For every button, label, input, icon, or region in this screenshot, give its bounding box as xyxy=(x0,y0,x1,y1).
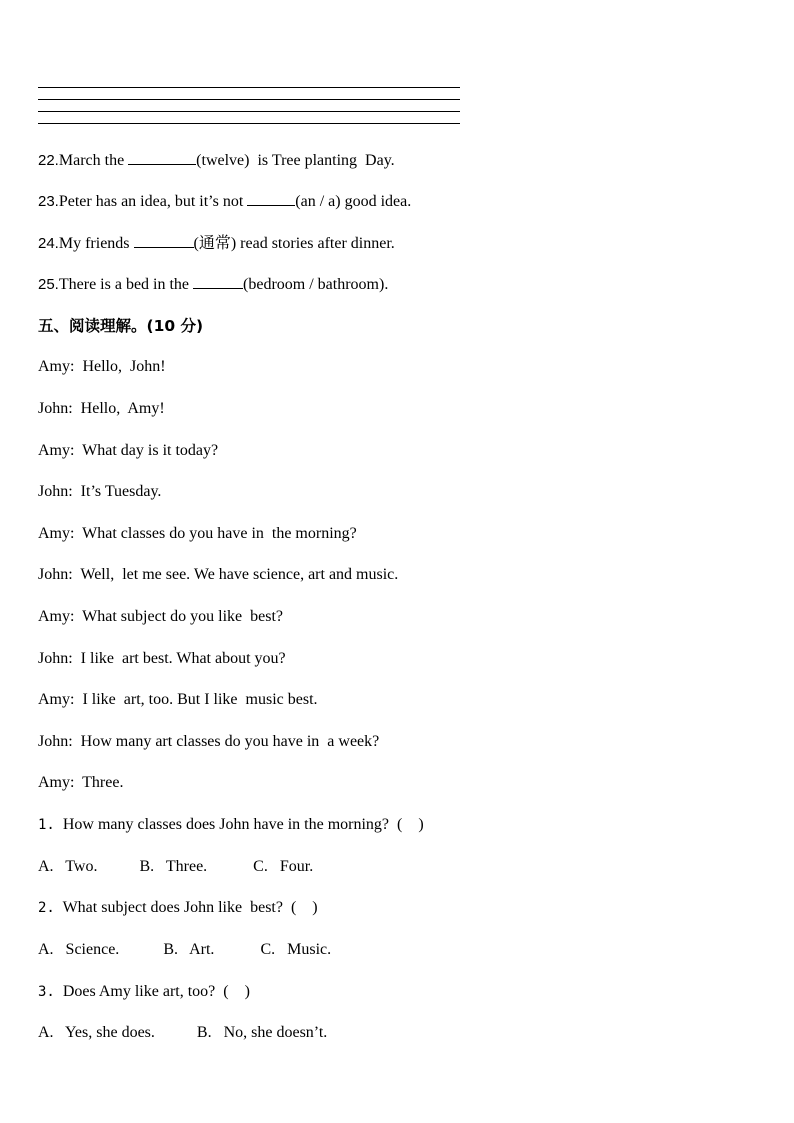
question-2 xyxy=(38,898,318,918)
fill-in-item-25 xyxy=(38,274,388,295)
option-a[interactable]: A. Yes, she does. xyxy=(38,1024,155,1041)
answer-line xyxy=(38,99,460,100)
section-heading: 五、阅读理解。(10 分) xyxy=(38,317,204,335)
item-number: 23. xyxy=(38,193,59,210)
question-2-options xyxy=(38,940,331,960)
fill-in-item-24 xyxy=(38,233,395,254)
dialogue-line: Amy: Three. xyxy=(38,774,124,791)
fill-in-item-22 xyxy=(38,150,395,171)
dialogue-line: Amy: What classes do you have in the morning? xyxy=(38,525,357,542)
dialogue-line: Amy: Hello, John! xyxy=(38,358,166,375)
answer-line xyxy=(38,111,460,112)
dialogue-line: Amy: What day is it today? xyxy=(38,442,219,459)
item-number: 24. xyxy=(38,235,59,252)
fill-in-item-23 xyxy=(38,191,411,212)
question-number: 3. xyxy=(38,984,55,1000)
option-a[interactable]: A. Science. xyxy=(38,941,120,958)
item-text-before: Peter has an idea, but it’s not xyxy=(58,193,248,210)
answer-line xyxy=(38,123,460,124)
option-c[interactable]: C. Music. xyxy=(260,941,332,958)
option-b[interactable]: B. Three. xyxy=(139,858,208,875)
question-number: 2. xyxy=(38,900,55,916)
question-text: Does Amy like art, too? ( ) xyxy=(62,983,250,1000)
question-1 xyxy=(38,815,424,835)
question-3-options xyxy=(38,1023,327,1043)
option-b[interactable]: B. No, she doesn’t. xyxy=(196,1024,328,1041)
answer-blank[interactable] xyxy=(134,233,194,248)
item-text-after: (通常) read stories after dinner. xyxy=(193,235,395,252)
item-number: 25. xyxy=(38,276,59,293)
dialogue-line: John: How many art classes do you have in a week? xyxy=(38,733,380,750)
dialogue-line: Amy: What subject do you like best? xyxy=(38,608,283,625)
dialogue-line: John: Hello, Amy! xyxy=(38,400,165,417)
answer-blank[interactable] xyxy=(128,150,196,165)
answer-line xyxy=(38,87,460,88)
answer-blank[interactable] xyxy=(193,274,243,289)
item-text-after: (bedroom / bathroom). xyxy=(243,276,389,293)
item-text-before: There is a bed in the xyxy=(58,276,194,293)
item-text-after: (an / a) good idea. xyxy=(295,193,412,210)
question-3 xyxy=(38,982,250,1002)
question-1-options xyxy=(38,857,313,877)
option-c[interactable]: C. Four. xyxy=(253,858,314,875)
answer-blank[interactable] xyxy=(247,191,295,206)
item-text-after: (twelve) is Tree planting Day. xyxy=(196,152,395,169)
item-text-before: March the xyxy=(58,152,129,169)
dialogue-line: John: Well, let me see. We have science, art and music. xyxy=(38,566,399,583)
question-text: What subject does John like best? ( ) xyxy=(62,899,318,916)
dialogue-line: Amy: I like art, too. But I like music best. xyxy=(38,691,318,708)
option-b[interactable]: B. Art. xyxy=(163,941,215,958)
option-a[interactable]: A. Two. xyxy=(38,858,98,875)
item-number: 22. xyxy=(38,152,59,169)
dialogue-line: John: It’s Tuesday. xyxy=(38,483,162,500)
dialogue-line: John: I like art best. What about you? xyxy=(38,650,286,667)
question-text: How many classes does John have in the morning? ( ) xyxy=(62,816,424,833)
question-number: 1. xyxy=(38,817,55,833)
item-text-before: My friends xyxy=(58,235,134,252)
